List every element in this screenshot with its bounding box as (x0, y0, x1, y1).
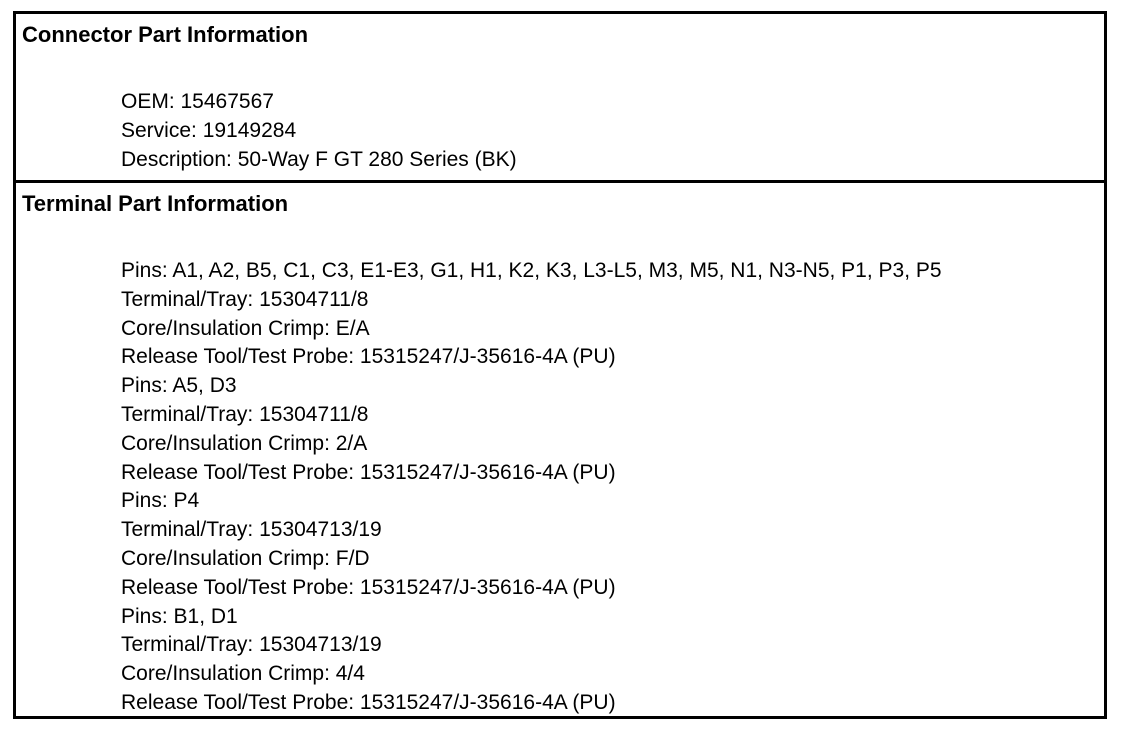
terminal-tray-line: Terminal/Tray: 15304713/19 (121, 633, 382, 657)
terminal-crimp-line: Core/Insulation Crimp: 4/4 (121, 662, 365, 686)
terminal-release-tool-line: Release Tool/Test Probe: 15315247/J-35616-4A (PU) (121, 460, 616, 484)
connector-info-table (13, 11, 1107, 719)
terminal-crimp-line: Core/Insulation Crimp: 2/A (121, 431, 368, 455)
terminal-pins-line: Pins: A5, D3 (121, 374, 237, 398)
terminal-crimp-line: Core/Insulation Crimp: E/A (121, 316, 370, 340)
terminal-tray-line: Terminal/Tray: 15304711/8 (121, 287, 369, 311)
connector-part-lines (121, 88, 517, 174)
terminal-tray-line: Terminal/Tray: 15304713/19 (121, 518, 382, 542)
terminal-release-tool-line: Release Tool/Test Probe: 15315247/J-35616-4A (PU) (121, 575, 616, 599)
connector-part-heading: Connector Part Information (22, 22, 309, 47)
terminal-pins-line: Pins: A1, A2, B5, C1, C3, E1-E3, G1, H1, K2, K3, L3-L5, M3, M5, N1, N3-N5, P1, P3, P5 (121, 259, 942, 282)
connector-description-line: Description: 50-Way F GT 280 Series (BK) (121, 147, 517, 171)
terminal-part-lines (121, 257, 942, 718)
terminal-release-tool-line: Release Tool/Test Probe: 15315247/J-35616-4A (PU) (121, 690, 616, 714)
terminal-part-heading: Terminal Part Information (22, 191, 289, 216)
terminal-part-section (16, 183, 1104, 716)
terminal-pins-line: Pins: P4 (121, 489, 200, 513)
connector-oem-line: OEM: 15467567 (121, 90, 274, 113)
terminal-release-tool-line: Release Tool/Test Probe: 15315247/J-35616-4A (PU) (121, 345, 616, 369)
terminal-tray-line: Terminal/Tray: 15304711/8 (121, 402, 369, 426)
terminal-pins-line: Pins: B1, D1 (121, 604, 238, 628)
connector-part-section (16, 14, 1104, 183)
terminal-crimp-line: Core/Insulation Crimp: F/D (121, 546, 370, 570)
connector-service-line: Service: 19149284 (121, 118, 297, 142)
